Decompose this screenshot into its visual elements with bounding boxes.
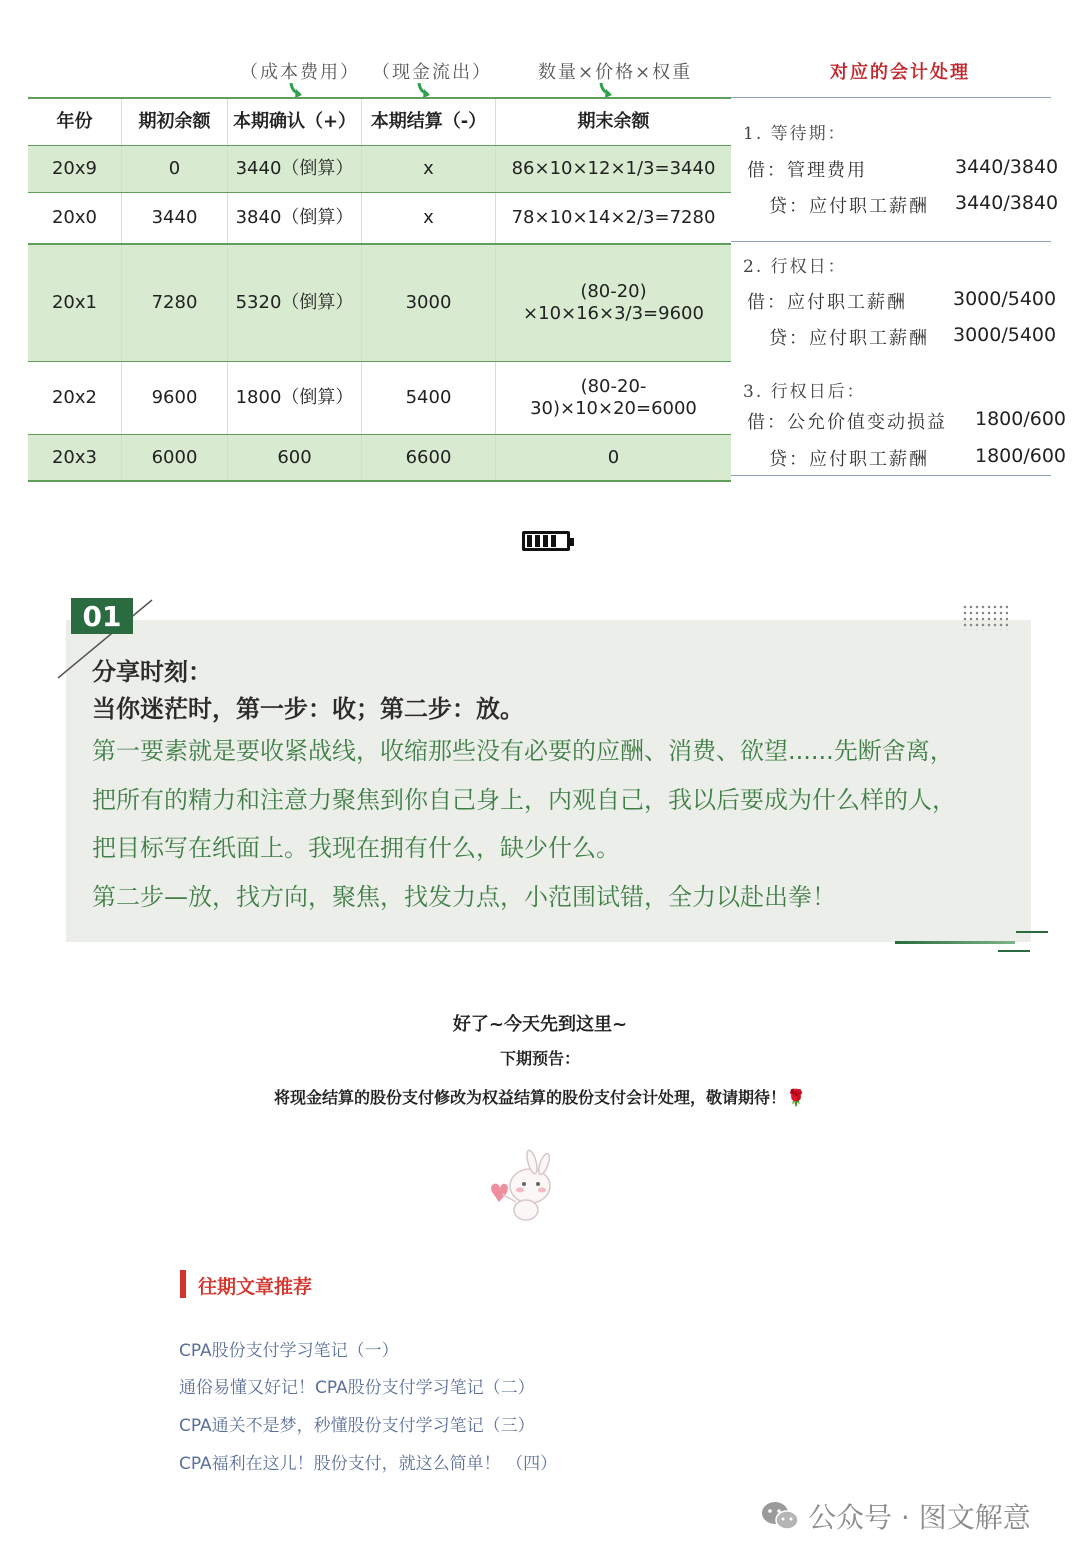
annotation-accounting: 对应的会计处理	[830, 62, 970, 83]
table-cell: 3440（倒算）	[228, 146, 362, 192]
share-paragraph: 把所有的精力和注意力聚焦到你自己身上，内观自己，我以后要成为什么样的人，	[92, 786, 956, 814]
entry-credit-amount: 1800/600	[975, 445, 1067, 467]
table-cell: 86×10×12×1/3=3440	[511, 158, 716, 179]
share-payment-table	[28, 97, 731, 482]
table-cell: 20x2	[28, 362, 122, 434]
table-cell: (80-20) ×10×16×3/3=9600	[523, 281, 704, 324]
table-cell: 6000	[122, 435, 228, 480]
table-cell: 6600	[362, 435, 496, 480]
table-cell: 5400	[362, 362, 496, 434]
entry-after-exercise	[731, 361, 1067, 476]
entry-debit-label: 借：管理费用	[747, 160, 867, 181]
table-row	[28, 435, 731, 482]
table-cell: 0	[122, 146, 228, 192]
share-paragraph: 第二步—放，找方向，聚焦，找发力点，小范围试错，全力以赴出拳！	[92, 883, 836, 911]
entry-debit-amount: 3440/3840	[955, 156, 1059, 178]
share-paragraph: 第一要素就是要收紧战线，收缩那些没有必要的应酬、消费、欲望......先断舍离，	[92, 737, 954, 765]
entry-credit-label: 贷：应付职工薪酬	[769, 328, 929, 349]
dot-grid-decoration	[962, 604, 1008, 630]
section-number-badge: 01	[71, 598, 133, 634]
table-cell: (80-20- 30)×10×20=6000	[530, 376, 697, 419]
entry-debit-amount: 1800/600	[975, 408, 1067, 430]
next-preview-label: 下期预告：	[499, 1049, 580, 1068]
table-header-row	[28, 97, 731, 146]
table-cell: x	[362, 193, 496, 243]
table-cell: 3000	[362, 245, 496, 361]
entry-title: 3. 行权日后：	[743, 382, 866, 402]
recommended-title: 往期文章推荐	[198, 1276, 313, 1298]
entry-credit-label: 贷：应付职工薪酬	[769, 196, 929, 217]
closing-line: 好了~今天先到这里~	[452, 1014, 628, 1035]
footer-text: 公众号 · 图文解意	[808, 1501, 1031, 1534]
recommended-link[interactable]: CPA股份支付学习笔记（一）	[179, 1341, 399, 1361]
table-cell: 9600	[122, 362, 228, 434]
table-cell: 20x9	[28, 146, 122, 192]
table-row	[28, 193, 731, 244]
table-cell: 20x1	[28, 245, 122, 361]
entry-debit-amount: 3000/5400	[953, 288, 1057, 310]
table-cell: 20x3	[28, 435, 122, 480]
entry-debit-label: 借：应付职工薪酬	[747, 292, 907, 313]
entry-title: 2. 行权日：	[743, 257, 847, 277]
entry-waiting-period	[731, 97, 1071, 241]
table-row	[28, 244, 731, 362]
share-paragraph: 把目标写在纸面上。我现在拥有什么，缺少什么。	[92, 834, 620, 862]
table-cell: 20x0	[28, 193, 122, 243]
battery-icon	[522, 531, 570, 551]
table-row	[28, 146, 731, 193]
entry-title: 1. 等待期：	[743, 124, 847, 144]
section-accent-bar	[180, 1270, 186, 1298]
wechat-icon	[760, 1500, 800, 1532]
table-cell: 600	[228, 435, 362, 480]
entry-credit-amount: 3440/3840	[955, 192, 1059, 214]
entry-credit-amount: 3000/5400	[953, 324, 1057, 346]
entry-credit-label: 贷：应付职工薪酬	[769, 449, 929, 470]
table-cell: 3840（倒算）	[228, 193, 362, 243]
table-cell: 78×10×14×2/3=7280	[511, 207, 716, 228]
table-header-cell: 本期结算（-）	[362, 99, 496, 145]
share-heading: 分享时刻：	[92, 658, 212, 686]
table-cell: 5320（倒算）	[228, 245, 362, 361]
bunny-sticker-icon	[486, 1148, 564, 1228]
accounting-entries	[731, 97, 1071, 476]
next-preview-text: 将现金结算的股份支付修改为权益结算的股份支付会计处理，敬请期待！🌹	[274, 1088, 806, 1107]
table-cell: 3440	[122, 193, 228, 243]
table-header-cell: 期初余额	[122, 99, 228, 145]
table-header-cell: 年份	[28, 99, 122, 145]
share-subheading: 当你迷茫时，第一步：收；第二步：放。	[92, 695, 524, 723]
annotation-formula: 数量×价格×权重	[538, 62, 693, 83]
table-cell: 7280	[122, 245, 228, 361]
table-header-cell: 期末余额	[577, 111, 650, 132]
table-row	[28, 362, 731, 435]
table-cell: 1800（倒算）	[228, 362, 362, 434]
entry-debit-label: 借：公允价值变动损益	[747, 412, 947, 433]
table-cell: x	[362, 146, 496, 192]
annotation-cash-out: （现金流出）	[372, 62, 492, 83]
table-header-cell: 本期确认（+）	[228, 99, 362, 145]
footer-watermark	[760, 1496, 1031, 1536]
entry-exercise-date	[731, 241, 1057, 361]
annotation-cost: （成本费用）	[240, 62, 360, 83]
recommended-link[interactable]: CPA福利在这儿！股份支付，就这么简单！ （四）	[179, 1454, 558, 1474]
recommended-link[interactable]: CPA通关不是梦，秒懂股份支付学习笔记（三）	[179, 1416, 535, 1436]
recommended-link[interactable]: 通俗易懂又好记！CPA股份支付学习笔记（二）	[179, 1378, 535, 1398]
table-cell: 0	[607, 446, 620, 468]
